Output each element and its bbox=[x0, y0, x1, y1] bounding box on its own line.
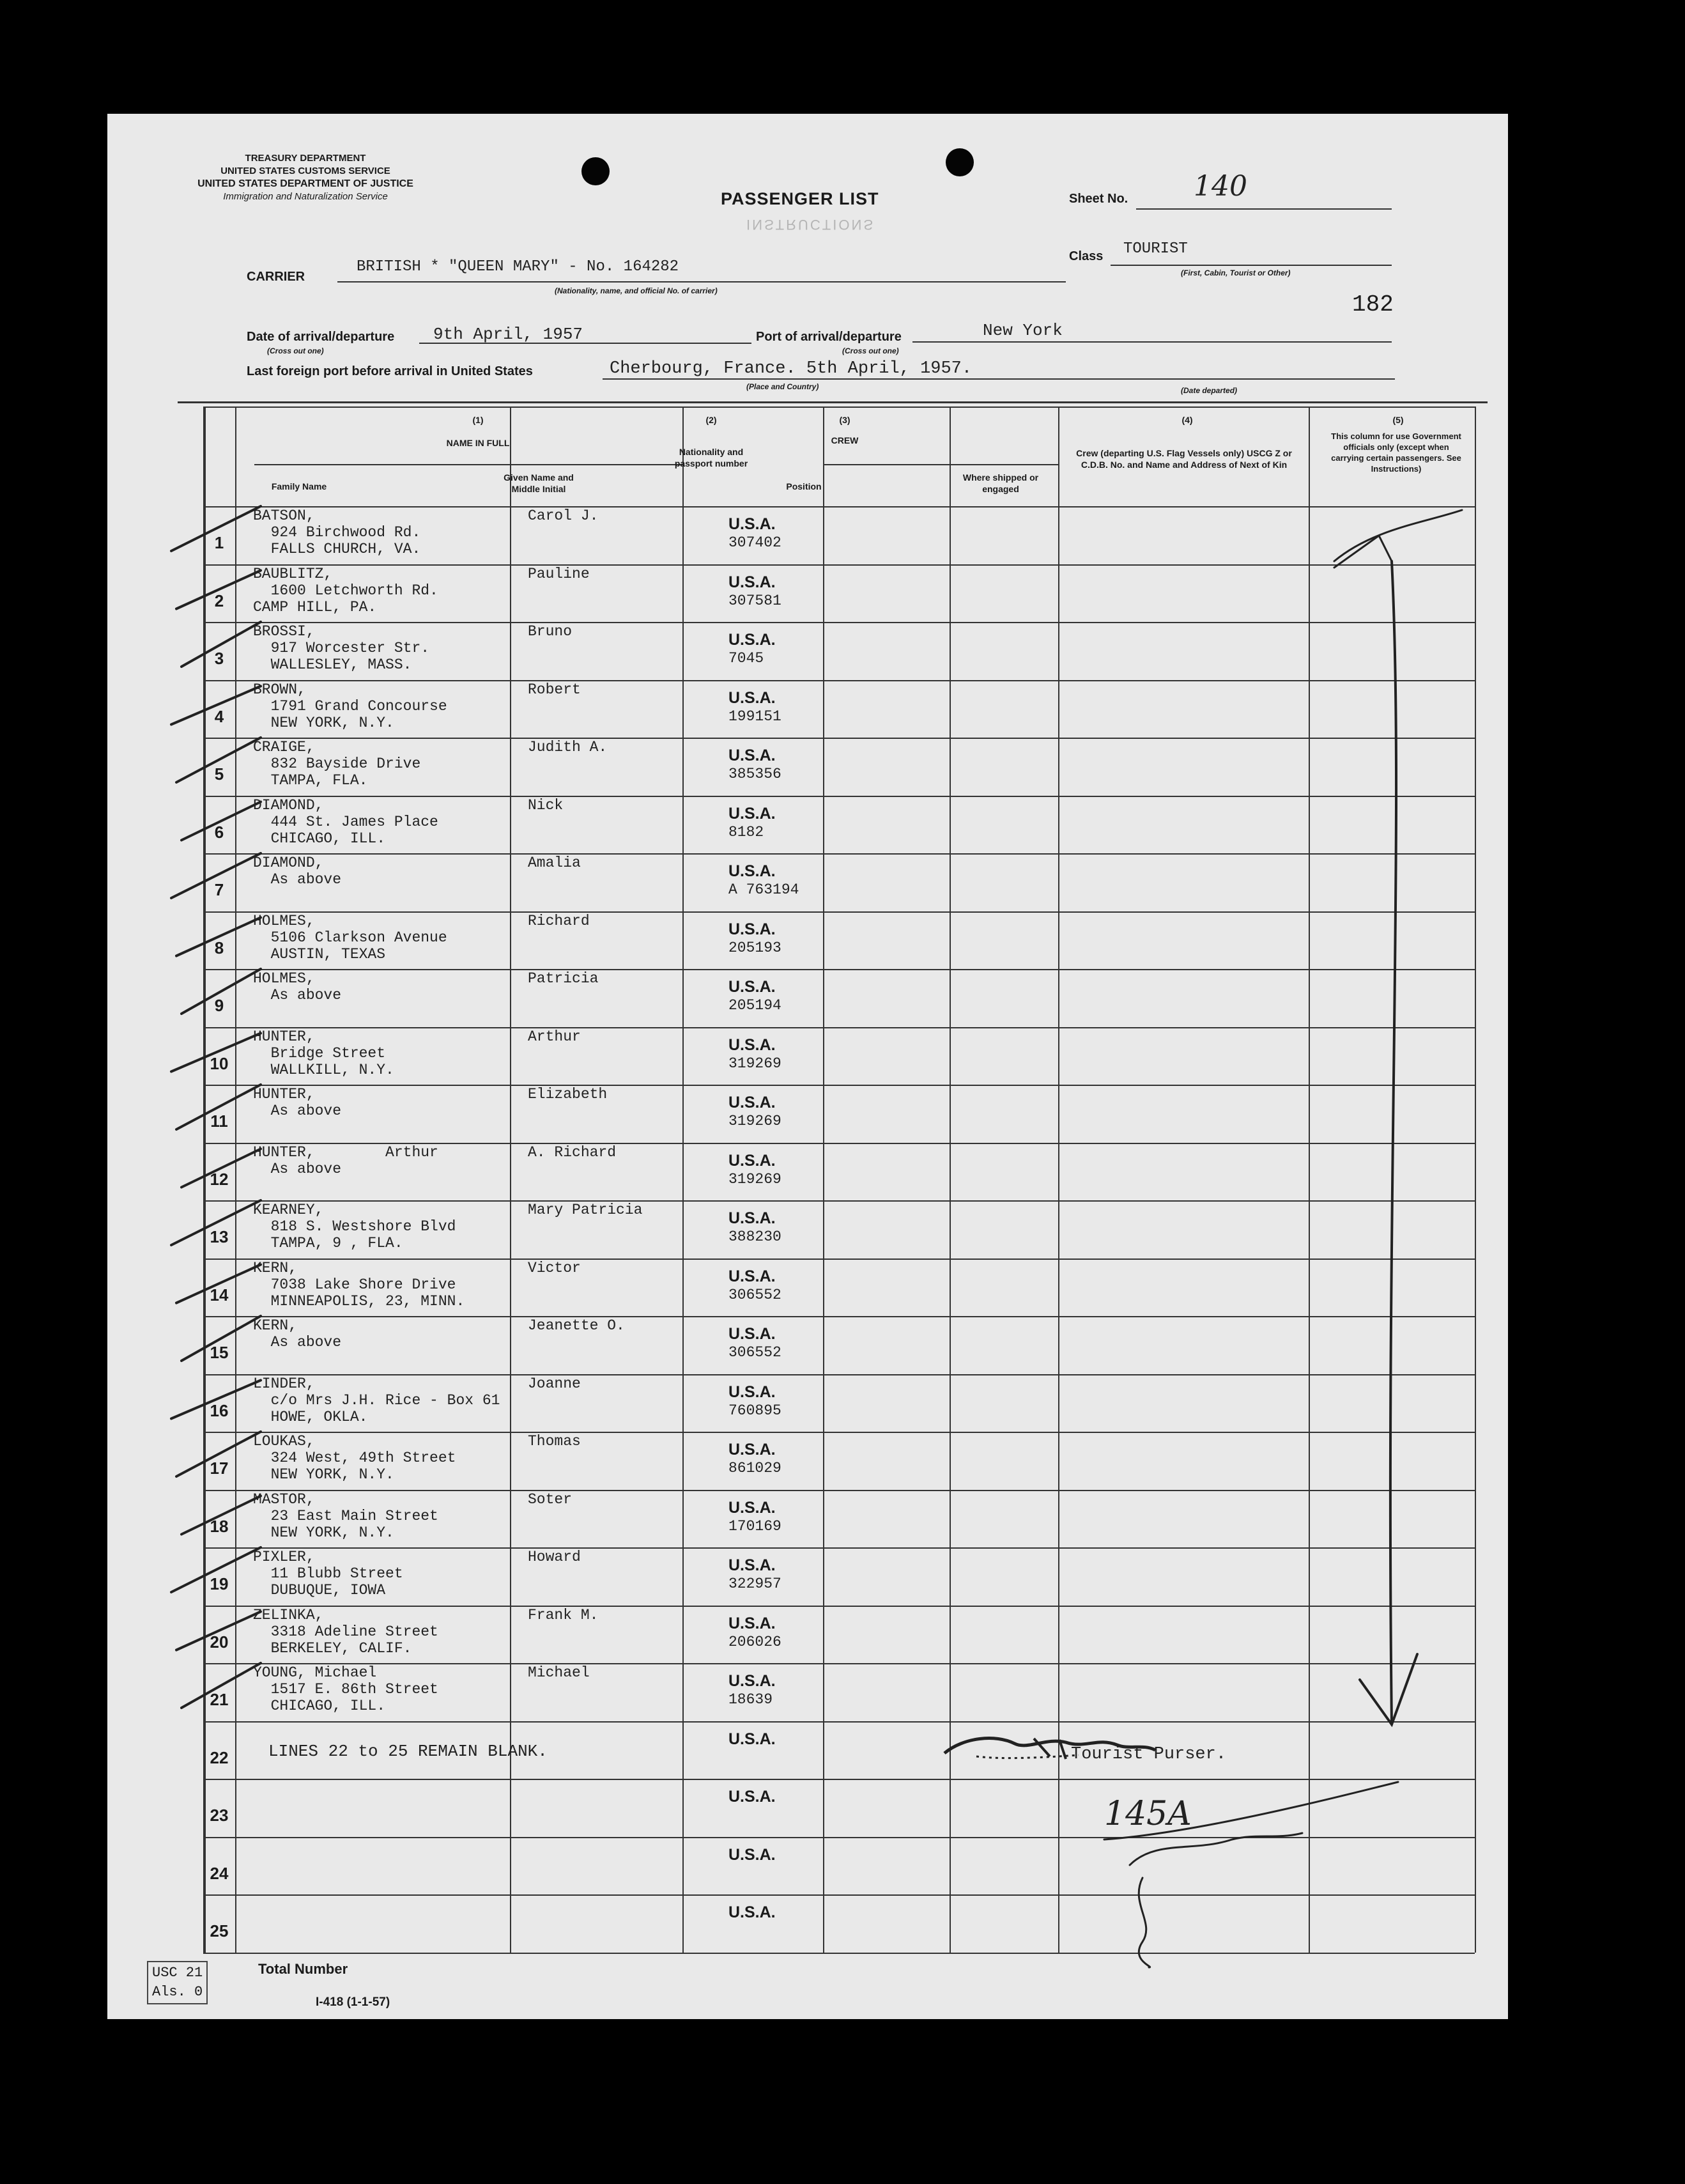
carrier-label: CARRIER bbox=[247, 270, 305, 284]
nationality-cell: U.S.A. bbox=[728, 688, 776, 707]
date-note: (Cross out one) bbox=[267, 346, 324, 355]
row-number: 24 bbox=[210, 1863, 229, 1883]
pen-stroke bbox=[171, 686, 261, 725]
family-name-cell: DIAMOND, 444 St. James Place CHICAGO, ILL. bbox=[253, 796, 438, 847]
pen-stroke bbox=[181, 969, 261, 1014]
carrier-value: BRITISH * "QUEEN MARY" - No. 164282 bbox=[357, 258, 679, 275]
pen-stroke bbox=[176, 918, 261, 956]
family-name-cell: YOUNG, Michael 1517 E. 86th Street CHICAGO, ILL. bbox=[253, 1664, 438, 1714]
bleed-through-text: INSTRUCTIONS bbox=[746, 217, 875, 233]
pen-stroke bbox=[181, 1149, 261, 1188]
usc-count: USC 21 bbox=[152, 1965, 203, 1981]
pen-stroke bbox=[181, 622, 261, 667]
nationality-cell: U.S.A. bbox=[728, 515, 776, 533]
pen-stroke bbox=[181, 1663, 261, 1708]
family-name-header: Family Name bbox=[271, 481, 327, 492]
col1-number: (1) bbox=[472, 415, 484, 425]
nationality-cell: U.S.A. bbox=[728, 920, 776, 938]
family-name-cell: BROSSI, 917 Worcester Str. WALLESLEY, MASS. bbox=[253, 623, 430, 673]
family-name-cell: ZELINKA, 3318 Adeline Street BERKELEY, CALIF. bbox=[253, 1606, 438, 1657]
pen-stroke bbox=[181, 1316, 261, 1361]
dept-line-2: UNITED STATES CUSTOMS SERVICE bbox=[220, 166, 390, 176]
given-name-cell: Victor bbox=[528, 1259, 581, 1276]
given-name-cell: Jeanette O. bbox=[528, 1317, 625, 1334]
last-port-label: Last foreign port before arrival in United States bbox=[247, 364, 533, 378]
col3-title: CREW bbox=[831, 435, 859, 445]
nationality-cell: U.S.A. bbox=[728, 978, 776, 996]
place-note: (Place and Country) bbox=[746, 382, 819, 391]
passport-number-cell: 319269 bbox=[728, 1113, 781, 1129]
row-number: 12 bbox=[210, 1169, 229, 1189]
passport-number-cell: 170169 bbox=[728, 1517, 781, 1535]
nationality-cell: U.S.A. bbox=[728, 804, 776, 823]
nationality-cell: U.S.A. bbox=[728, 1382, 776, 1401]
pen-stroke bbox=[1104, 1782, 1398, 1839]
pen-stroke bbox=[1139, 1878, 1150, 1967]
col4-title: Crew (departing U.S. Flag Vessels only) USCG Z or C.D.B. No. and Name and Address of Next of Kin bbox=[1076, 448, 1292, 470]
pen-stroke bbox=[171, 1381, 261, 1419]
given-name-cell: Elizabeth bbox=[528, 1086, 608, 1103]
port-value: New York bbox=[983, 321, 1063, 340]
nationality-cell: U.S.A. bbox=[728, 1209, 776, 1227]
total-number-label: Total Number bbox=[258, 1961, 348, 1977]
family-name-cell: KERN, As above bbox=[253, 1317, 342, 1351]
row-number: 17 bbox=[210, 1459, 229, 1478]
nationality-cell: U.S.A. bbox=[728, 747, 776, 764]
passport-number-cell: 322957 bbox=[728, 1576, 781, 1592]
row-number: 20 bbox=[210, 1632, 229, 1652]
family-name-cell: KERN, 7038 Lake Shore Drive MINNEAPOLIS, 23, MINN. bbox=[253, 1259, 465, 1310]
pen-stroke bbox=[1390, 561, 1396, 1724]
col5-number: (5) bbox=[1392, 415, 1404, 425]
nationality-cell: U.S.A. bbox=[728, 1845, 776, 1864]
dept-line-3: UNITED STATES DEPARTMENT OF JUSTICE bbox=[197, 178, 413, 189]
dept-line-4: Immigration and Naturalization Service bbox=[223, 191, 388, 202]
pen-stroke bbox=[176, 1265, 261, 1303]
row-number: 25 bbox=[210, 1921, 229, 1940]
family-name-cell: BROWN, 1791 Grand Concourse NEW YORK, N.Y. bbox=[253, 681, 447, 731]
dept-line-1: TREASURY DEPARTMENT bbox=[245, 153, 366, 164]
page-title: PASSENGER LIST bbox=[721, 189, 879, 208]
row-number: 8 bbox=[214, 938, 224, 957]
port-note: (Cross out one) bbox=[842, 346, 899, 355]
row-number: 3 bbox=[214, 649, 224, 668]
pen-stroke bbox=[176, 1432, 261, 1476]
nationality-cell: U.S.A. bbox=[728, 631, 776, 649]
port-label: Port of arrival/departure bbox=[756, 330, 902, 344]
col3-number: (3) bbox=[839, 415, 850, 425]
nationality-cell: U.S.A. bbox=[728, 573, 776, 591]
passport-number-cell: 760895 bbox=[728, 1402, 781, 1419]
family-name-cell: BATSON, 924 Birchwood Rd. FALLS CHURCH, VA. bbox=[253, 507, 421, 557]
passport-number-cell: A 763194 bbox=[728, 881, 799, 898]
pen-stroke bbox=[181, 1496, 261, 1535]
row-number: 15 bbox=[210, 1343, 229, 1362]
passport-number-cell: 8182 bbox=[728, 823, 764, 840]
pen-stroke bbox=[171, 1547, 261, 1592]
given-name-cell: Michael bbox=[528, 1664, 590, 1681]
given-name-cell: Frank M. bbox=[528, 1606, 599, 1623]
nationality-cell: U.S.A. bbox=[728, 1903, 776, 1921]
row-number: 10 bbox=[210, 1053, 229, 1073]
pen-stroke bbox=[171, 1034, 261, 1072]
family-name-cell: HUNTER, Arthur As above bbox=[253, 1143, 438, 1177]
pen-stroke bbox=[171, 1200, 261, 1245]
passport-number-cell: 199151 bbox=[728, 708, 781, 725]
row-number: 18 bbox=[210, 1516, 229, 1536]
class-value: TOURIST bbox=[1123, 240, 1188, 258]
family-name-cell: BAUBLITZ, 1600 Letchworth Rd. CAMP HILL, PA. bbox=[253, 565, 438, 616]
passport-number-cell: 861029 bbox=[728, 1460, 781, 1476]
nationality-cell: U.S.A. bbox=[728, 1267, 776, 1285]
form-id: I-418 (1-1-57) bbox=[316, 1995, 390, 2009]
family-name-cell: LINDER, c/o Mrs J.H. Rice - Box 61 HOWE, OKLA. bbox=[253, 1375, 500, 1425]
given-name-cell: Joanne bbox=[528, 1375, 581, 1392]
given-name-cell: Robert bbox=[528, 681, 581, 698]
row-number: 23 bbox=[210, 1806, 229, 1825]
row-number: 1 bbox=[214, 533, 224, 552]
nationality-cell: U.S.A. bbox=[728, 1094, 776, 1111]
nationality-cell: U.S.A. bbox=[728, 1556, 776, 1574]
date-departed-note: (Date departed) bbox=[1181, 386, 1238, 395]
passport-number-cell: 18639 bbox=[728, 1691, 773, 1708]
purser-title: Tourist Purser. bbox=[1071, 1745, 1227, 1764]
passport-number-cell: 205193 bbox=[728, 939, 781, 956]
given-name-cell: Judith A. bbox=[528, 739, 608, 755]
family-name-cell: KEARNEY, 818 S. Westshore Blvd TAMPA, 9 , FLA. bbox=[253, 1202, 456, 1251]
pen-stroke bbox=[1360, 1654, 1417, 1724]
given-name-cell: Richard bbox=[528, 912, 590, 929]
nationality-cell: U.S.A. bbox=[728, 862, 776, 880]
col5-title: This column for use Government officials only (except when carrying certain passengers. See Instructions) bbox=[1331, 431, 1461, 474]
family-name-cell: CRAIGE, 832 Bayside Drive TAMPA, FLA. bbox=[253, 739, 421, 789]
pen-stroke bbox=[1334, 536, 1392, 568]
nationality-cell: U.S.A. bbox=[728, 1441, 776, 1459]
family-name-cell: HUNTER, Bridge Street WALLKILL, N.Y. bbox=[253, 1028, 394, 1078]
given-name-cell: Pauline bbox=[528, 565, 590, 582]
passport-number-cell: 7045 bbox=[728, 650, 764, 667]
sheet-number: 140 bbox=[1194, 170, 1247, 203]
family-name-cell: MASTOR, 23 East Main Street NEW YORK, N.Y. bbox=[253, 1491, 438, 1541]
last-port-value: Cherbourg, France. 5th April, 1957. bbox=[610, 359, 973, 378]
given-name-cell: Carol J. bbox=[528, 507, 599, 524]
row-number: 9 bbox=[214, 996, 224, 1015]
nationality-cell: U.S.A. bbox=[728, 1614, 776, 1632]
pen-stroke bbox=[171, 506, 261, 551]
pen-marks bbox=[107, 114, 1508, 2019]
col1-title: NAME IN FULL bbox=[446, 438, 510, 448]
nationality-cell: U.S.A. bbox=[728, 1788, 776, 1806]
family-name-cell: HOLMES, As above bbox=[253, 970, 342, 1003]
nationality-cell: U.S.A. bbox=[728, 1498, 776, 1517]
row-number: 6 bbox=[214, 822, 224, 842]
given-name-cell: Arthur bbox=[528, 1028, 581, 1045]
given-name-header: Given Name and Middle Initial bbox=[504, 472, 574, 494]
passport-number-cell: 306552 bbox=[728, 1344, 781, 1361]
row-number: 5 bbox=[214, 764, 224, 784]
row-number: 19 bbox=[210, 1574, 229, 1593]
passport-number-cell: 206026 bbox=[728, 1633, 781, 1650]
family-name-cell: HUNTER, As above bbox=[253, 1086, 342, 1119]
family-name-cell: LOUKAS, 324 West, 49th Street NEW YORK, N.Y. bbox=[253, 1433, 456, 1483]
row-number: 13 bbox=[210, 1227, 229, 1246]
class-note: (First, Cabin, Tourist or Other) bbox=[1181, 268, 1291, 277]
row-number: 21 bbox=[210, 1690, 229, 1709]
passport-number-cell: 205194 bbox=[728, 997, 781, 1014]
given-name-cell: A. Richard bbox=[528, 1143, 617, 1161]
passport-number-cell: 388230 bbox=[728, 1228, 781, 1245]
pen-stroke bbox=[176, 738, 261, 782]
col2-title: Nationality and passport number bbox=[674, 447, 748, 469]
family-name-cell: DIAMOND, As above bbox=[253, 855, 342, 888]
row-number: 14 bbox=[210, 1285, 229, 1305]
pen-stroke bbox=[176, 1612, 261, 1650]
given-name-cell: Patricia bbox=[528, 970, 599, 987]
passport-number-cell: 319269 bbox=[728, 1055, 781, 1072]
passport-number-cell: 306552 bbox=[728, 1286, 781, 1303]
date-label: Date of arrival/departure bbox=[247, 330, 395, 344]
given-name-cell: Mary Patricia bbox=[528, 1202, 643, 1218]
passport-number-cell: 307402 bbox=[728, 534, 781, 551]
nationality-cell: U.S.A. bbox=[728, 1035, 776, 1054]
row-number: 4 bbox=[214, 706, 224, 726]
family-name-cell: HOLMES, 5106 Clarkson Avenue AUSTIN, TEXAS bbox=[253, 912, 447, 963]
where-shipped-header: Where shipped or engaged bbox=[962, 472, 1039, 494]
carrier-note: (Nationality, name, and official No. of carrier) bbox=[555, 286, 718, 295]
als-count: Als. 0 bbox=[152, 1984, 203, 2000]
nationality-cell: U.S.A. bbox=[728, 1325, 776, 1343]
passenger-list-document bbox=[107, 114, 1508, 2019]
handwritten-note: 145A bbox=[1104, 1795, 1192, 1833]
pen-stroke bbox=[171, 853, 261, 898]
nationality-cell: U.S.A. bbox=[728, 1151, 776, 1170]
row-number: 22 bbox=[210, 1747, 229, 1767]
passport-number-cell: 319269 bbox=[728, 1170, 781, 1188]
nationality-cell: U.S.A. bbox=[728, 1730, 776, 1748]
family-name-cell: PIXLER, 11 Blubb Street DUBUQUE, IOWA bbox=[253, 1549, 403, 1599]
given-name-cell: Nick bbox=[528, 796, 564, 814]
date-value: 9th April, 1957 bbox=[433, 325, 583, 344]
class-label: Class bbox=[1069, 249, 1104, 263]
row-number: 16 bbox=[210, 1400, 229, 1420]
given-name-cell: Soter bbox=[528, 1491, 573, 1508]
given-name-cell: Thomas bbox=[528, 1433, 581, 1450]
given-name-cell: Bruno bbox=[528, 623, 573, 640]
pen-stroke bbox=[176, 1085, 261, 1129]
page-number: 182 bbox=[1352, 291, 1394, 318]
passport-number-cell: 385356 bbox=[728, 766, 781, 782]
position-header: Position bbox=[786, 481, 822, 492]
row-number: 2 bbox=[214, 591, 224, 610]
row-number: 11 bbox=[210, 1111, 228, 1131]
pen-stroke bbox=[1130, 1833, 1302, 1865]
given-name-cell: Howard bbox=[528, 1549, 581, 1565]
nationality-cell: U.S.A. bbox=[728, 1672, 776, 1690]
col4-number: (4) bbox=[1181, 415, 1193, 425]
sheet-label: Sheet No. bbox=[1069, 192, 1128, 206]
passport-number-cell: 307581 bbox=[728, 592, 781, 609]
blank-lines-note: LINES 22 to 25 REMAIN BLANK. bbox=[268, 1742, 548, 1761]
col2-number: (2) bbox=[705, 415, 717, 425]
pen-stroke bbox=[181, 802, 261, 840]
pen-stroke bbox=[176, 571, 261, 609]
row-number: 7 bbox=[214, 880, 224, 899]
given-name-cell: Amalia bbox=[528, 855, 581, 871]
